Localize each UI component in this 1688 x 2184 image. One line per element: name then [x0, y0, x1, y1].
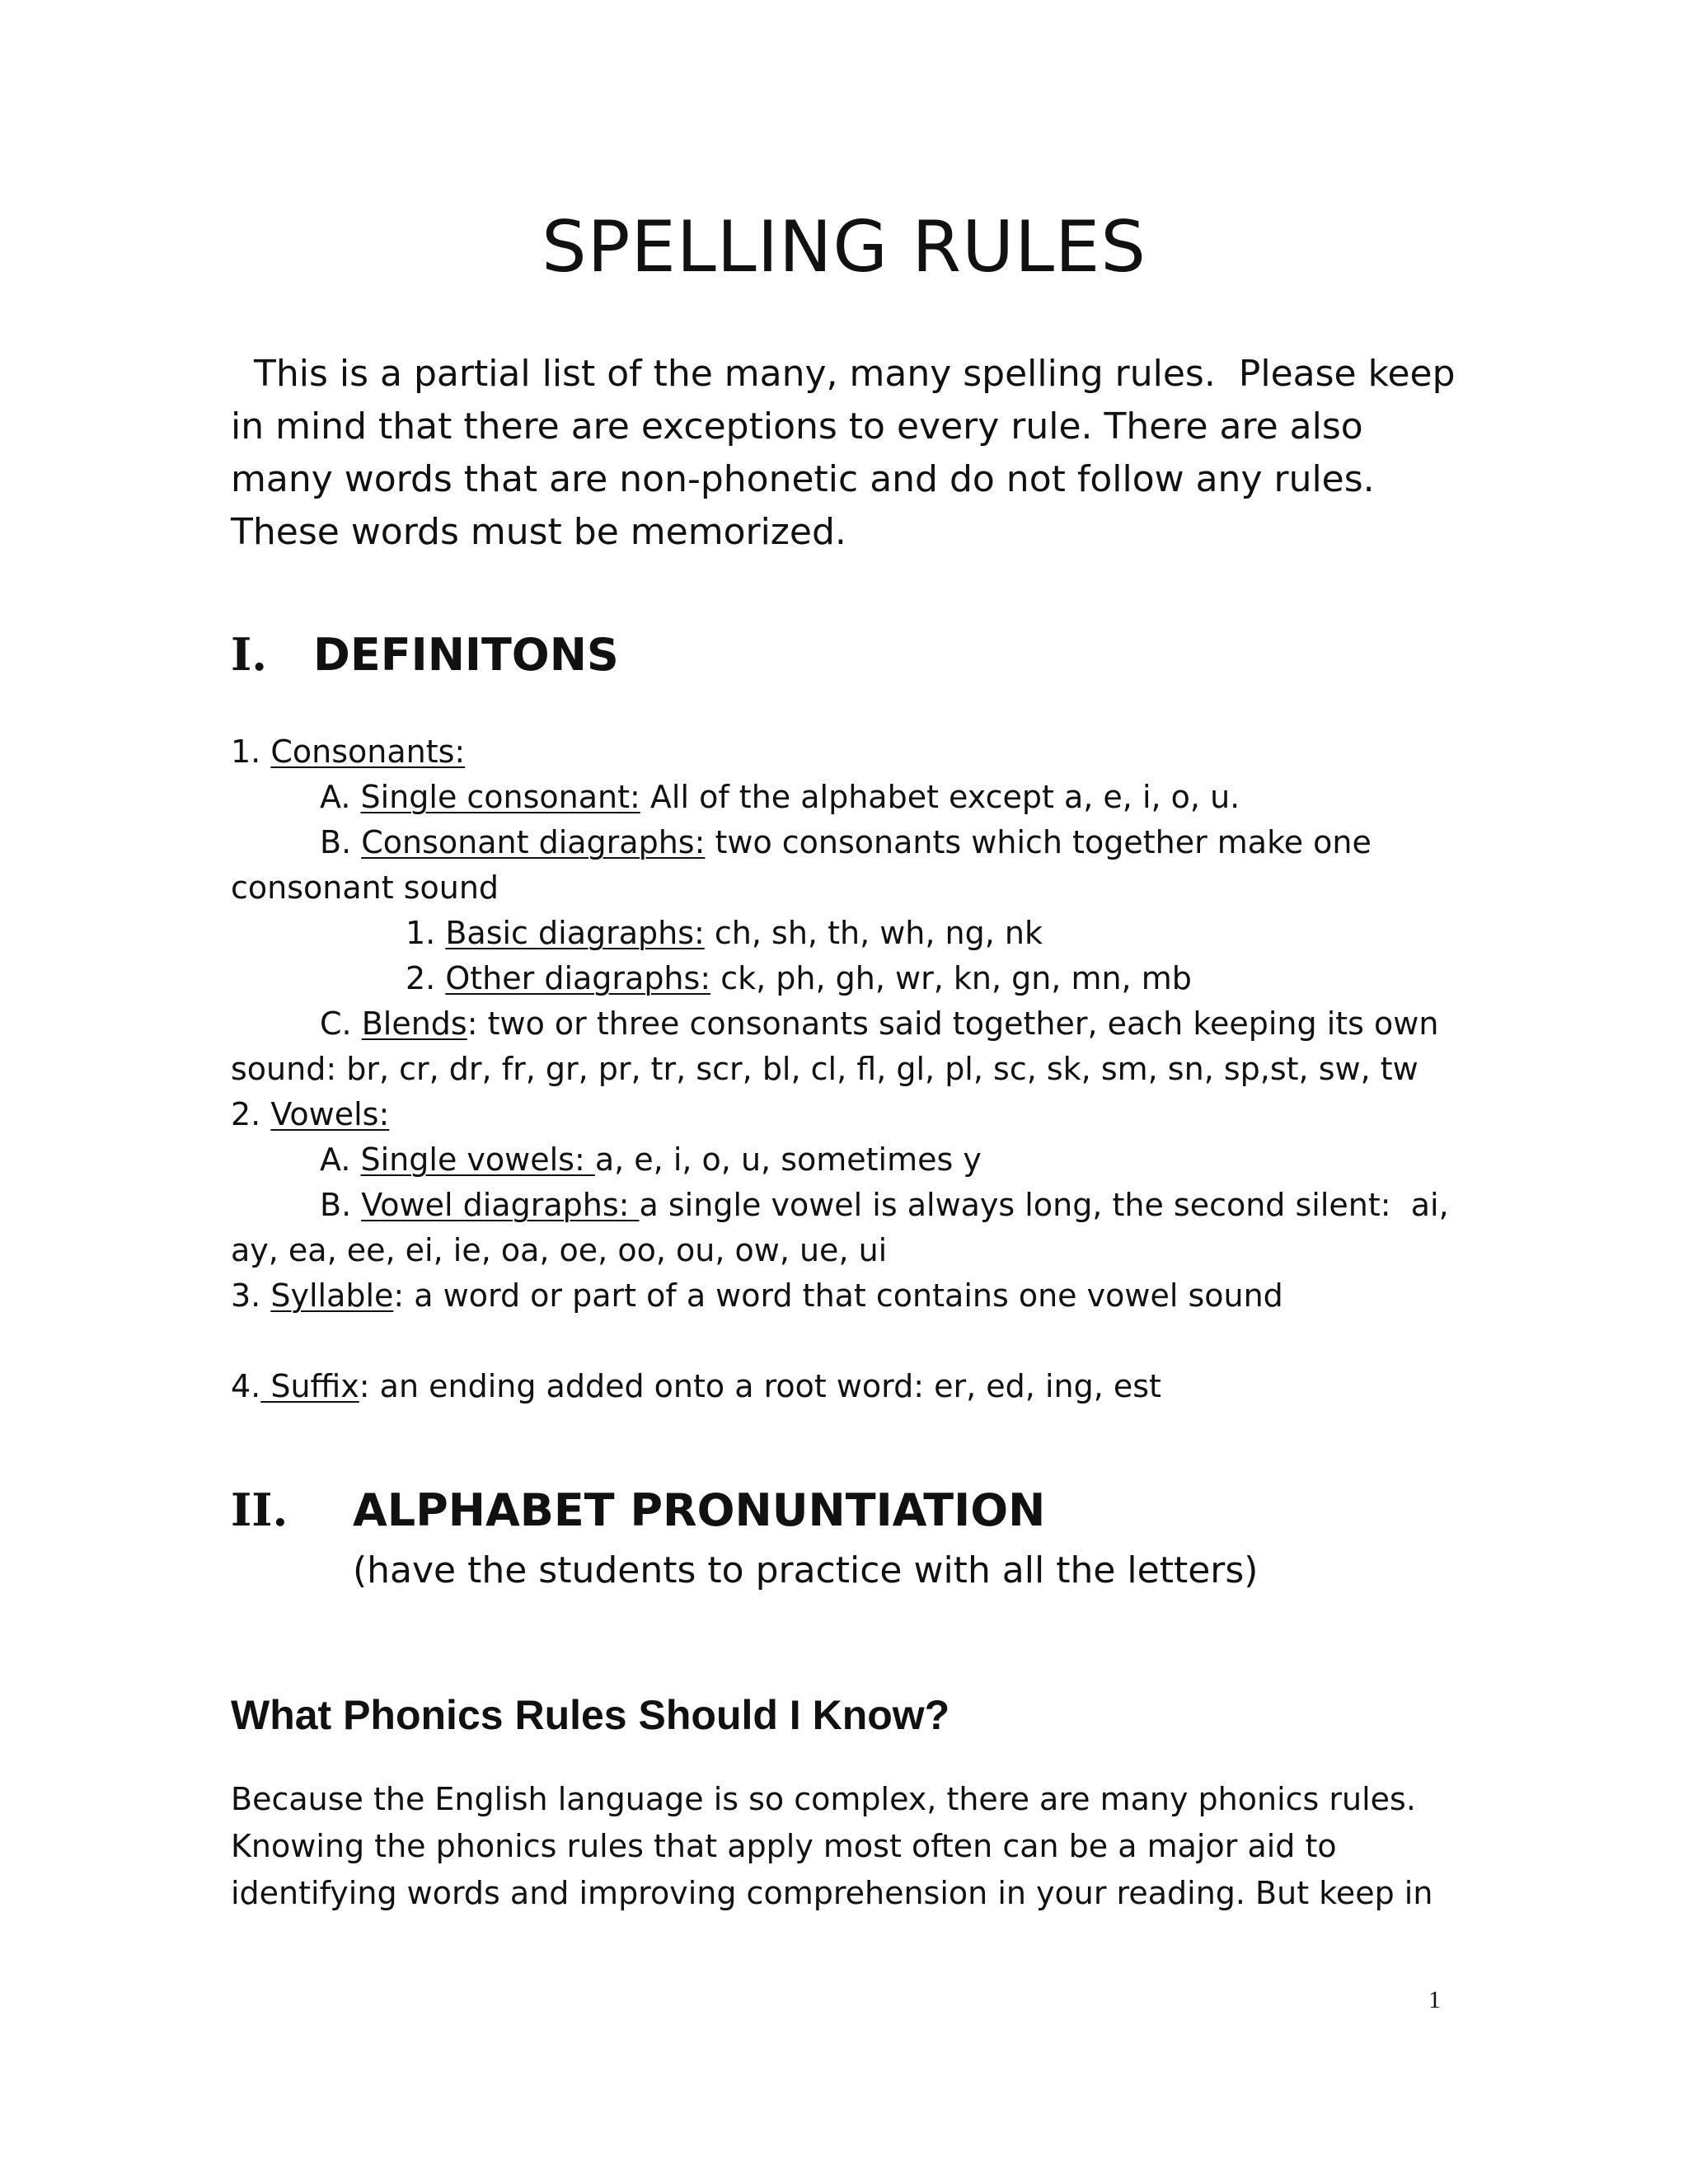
section-numeral: I.	[231, 628, 268, 681]
term-label: Suffix	[260, 1368, 359, 1404]
item-prefix: B.	[320, 824, 362, 860]
spacer	[231, 1319, 1434, 1364]
paragraph-line: identifying words and improving comprehension in your reading. But keep in	[231, 1875, 1433, 1911]
term-text: : an ending added onto a root word: er, ed, ing, est	[359, 1368, 1161, 1404]
section-numeral: II.	[231, 1483, 288, 1536]
phonics-paragraph	[231, 1776, 1432, 1917]
item-prefix: B.	[320, 1187, 362, 1223]
definition-single-consonant	[231, 775, 1434, 820]
term-label: Vowel diagraphs:	[361, 1187, 640, 1223]
term-text: : a word or part of a word that contains one vowel sound	[393, 1277, 1283, 1314]
item-prefix: A.	[320, 1141, 361, 1178]
definition-continuation: sound: br, cr, dr, fr, gr, pr, tr, scr, bl, cl, fl, gl, pl, sc, sk, sm, sn, sp,st, sw, tw	[231, 1051, 1418, 1087]
intro-line: in mind that there are exceptions to every rule. There are also	[231, 405, 1363, 448]
term-text: two consonants which together make one	[705, 824, 1372, 860]
term-label: Consonant diagraphs:	[361, 824, 706, 860]
definition-consonants	[231, 729, 1434, 775]
definition-blends	[231, 1001, 1439, 1047]
term-label: Consonants:	[270, 733, 466, 770]
page-title: SPELLING RULES	[542, 206, 1146, 288]
term-label: Single consonant:	[360, 779, 640, 815]
definition-consonant-diagraphs	[231, 820, 1434, 865]
section-title: DEFINITONS	[313, 629, 619, 681]
term-label: Basic diagraphs:	[445, 915, 705, 951]
intro-line: many words that are non-phonetic and do not follow any rules.	[231, 458, 1375, 500]
item-prefix: 2.	[406, 960, 446, 996]
phonics-heading: What Phonics Rules Should I Know?	[231, 1692, 950, 1738]
term-text: ch, sh, th, wh, ng, nk	[704, 915, 1043, 951]
item-prefix: 1.	[406, 915, 446, 951]
section-title: ALPHABET PRONUNTIATION	[353, 1484, 1046, 1536]
definition-suffix	[231, 1364, 1434, 1409]
term-label: Syllable	[270, 1277, 394, 1314]
section-heading-alphabet	[231, 1483, 1045, 1536]
term-text: a, e, i, o, u, sometimes y	[594, 1141, 982, 1178]
item-prefix: A.	[320, 779, 361, 815]
intro-line: This is a partial list of the many, many spelling rules. Please keep	[231, 353, 1456, 395]
section-note: (have the students to practice with all the letters)	[353, 1549, 1259, 1591]
page-number: 1	[1428, 1986, 1441, 2013]
intro-paragraph	[231, 348, 1467, 559]
definition-vowels	[231, 1092, 1434, 1137]
item-prefix: C.	[320, 1005, 362, 1042]
definition-syllable	[231, 1273, 1434, 1319]
paragraph-line: Because the English language is so complex, there are many phonics rules.	[231, 1781, 1416, 1817]
term-text: ck, ph, gh, wr, kn, gn, mn, mb	[710, 960, 1192, 996]
item-number: 1.	[231, 733, 271, 770]
definition-continuation: ay, ea, ee, ei, ie, oa, oe, oo, ou, ow, ue, ui	[231, 1232, 888, 1268]
term-label: Vowels:	[270, 1096, 390, 1132]
item-number: 3.	[231, 1277, 271, 1314]
definition-basic-diagraphs	[231, 911, 1434, 956]
term-label: Single vowels:	[360, 1141, 595, 1178]
term-text: All of the alphabet except a, e, i, o, u.	[640, 779, 1240, 815]
term-label: Blends	[361, 1005, 467, 1042]
intro-line: These words must be memorized.	[231, 511, 846, 553]
term-text: : two or three consonants said together, each keeping its own	[467, 1005, 1439, 1042]
definition-single-vowels	[231, 1137, 1434, 1183]
definition-other-diagraphs	[231, 956, 1434, 1001]
term-text: a single vowel is always long, the second silent: ai,	[639, 1187, 1449, 1223]
term-label: Other diagraphs:	[445, 960, 711, 996]
item-number: 2.	[231, 1096, 271, 1132]
paragraph-line: Knowing the phonics rules that apply most often can be a major aid to	[231, 1828, 1337, 1864]
definition-continuation: consonant sound	[231, 869, 499, 906]
item-number: 4.	[231, 1368, 261, 1404]
definitions-list	[231, 729, 1449, 1409]
section-heading-definitions	[231, 628, 619, 681]
definition-vowel-diagraphs	[231, 1183, 1449, 1228]
